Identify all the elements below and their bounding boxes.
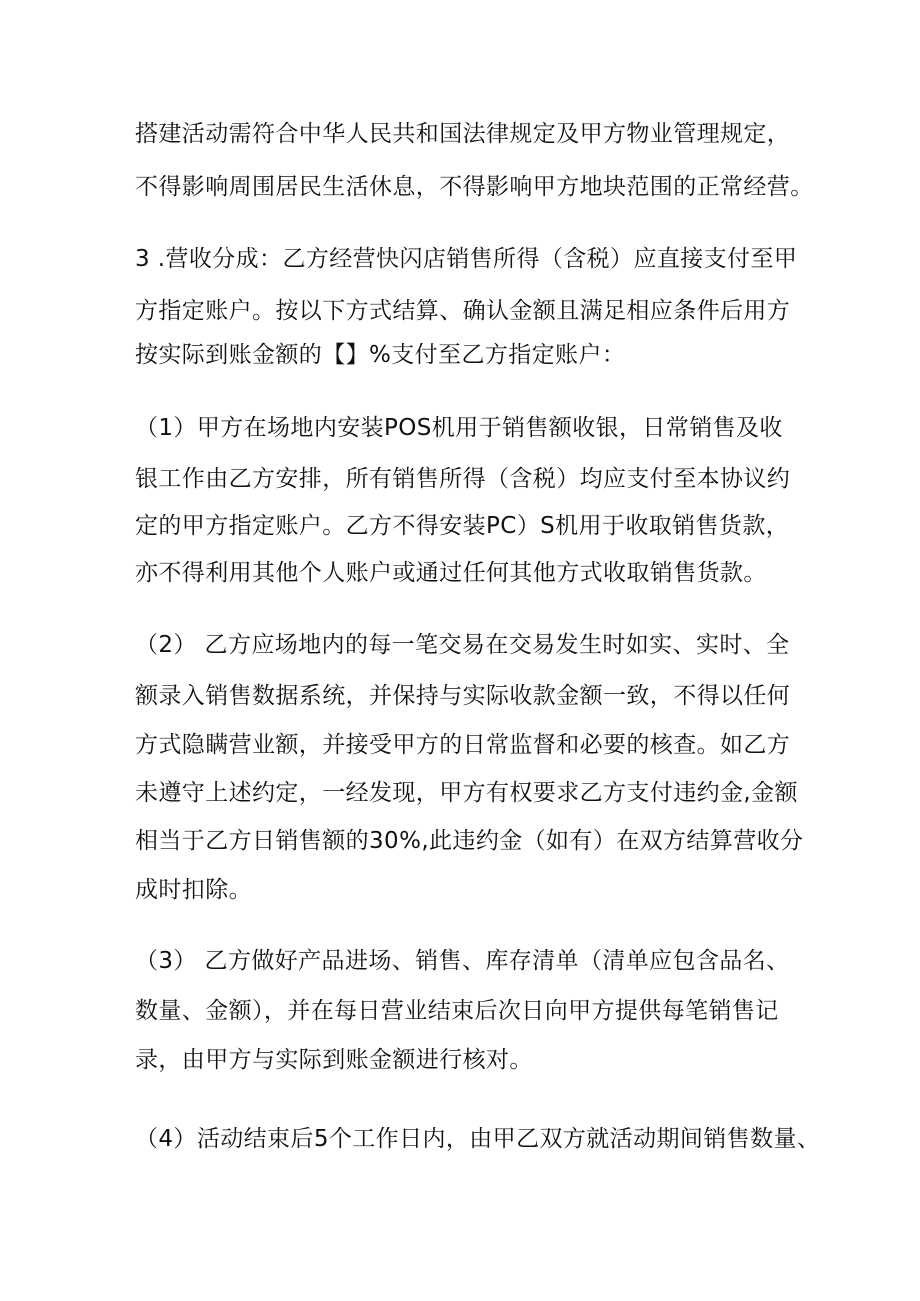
text-line: 未遵守上述约定，一经发现，甲方有权要求乙方支付违约金,金额 <box>135 780 798 806</box>
text-line: 定的甲方指定账户。乙方不得安装PC）S机用于收取销售货款， <box>135 513 790 539</box>
text-line: （1）甲方在场地内安装POS机用于销售额收银，日常销售及收 <box>135 415 783 441</box>
text-line: （2） 乙方应场地内的每一笔交易在交易发生时如实、实时、全 <box>135 632 790 658</box>
text-line: 方式隐瞒营业额，并接受甲方的日常监督和必要的核查。如乙方 <box>135 732 791 758</box>
text-line: 方指定账户。按以下方式结算、确认金额且满足相应条件后用方 <box>135 298 791 324</box>
text-line: 额录入销售数据系统，并保持与实际收款金额一致，不得以任何 <box>135 683 791 709</box>
text-line: 录，由甲方与实际到账金额进行核对。 <box>135 1047 533 1073</box>
text-line: （4）活动结束后5个工作日内，由甲乙双方就活动期间销售数量、 <box>135 1126 821 1152</box>
text-line: 相当于乙方日销售额的30%,此违约金（如有）在双方结算营收分 <box>135 828 804 854</box>
text-line: 搭建活动需符合中华人民共和国法律规定及甲方物业管理规定， <box>135 121 791 147</box>
text-line: （3） 乙方做好产品进场、销售、库存清单（清单应包含品名、 <box>135 948 790 974</box>
text-line: 3 .营收分成：乙方经营快闪店销售所得（含税）应直接支付至甲 <box>135 246 798 272</box>
text-line: 银工作由乙方安排，所有销售所得（含税）均应支付至本协议约 <box>135 466 791 492</box>
text-line: 成时扣除。 <box>135 877 252 903</box>
text-line: 数量、金额），并在每日营业结束后次日向甲方提供每笔销售记 <box>135 998 779 1024</box>
text-line: 亦不得利用其他个人账户或通过任何其他方式收取销售货款。 <box>135 560 767 586</box>
text-line: 不得影响周围居民生活休息，不得影响甲方地块范围的正常经营。 <box>135 174 814 200</box>
text-line: 按实际到账金额的【】%支付至乙方指定账户： <box>135 342 626 368</box>
